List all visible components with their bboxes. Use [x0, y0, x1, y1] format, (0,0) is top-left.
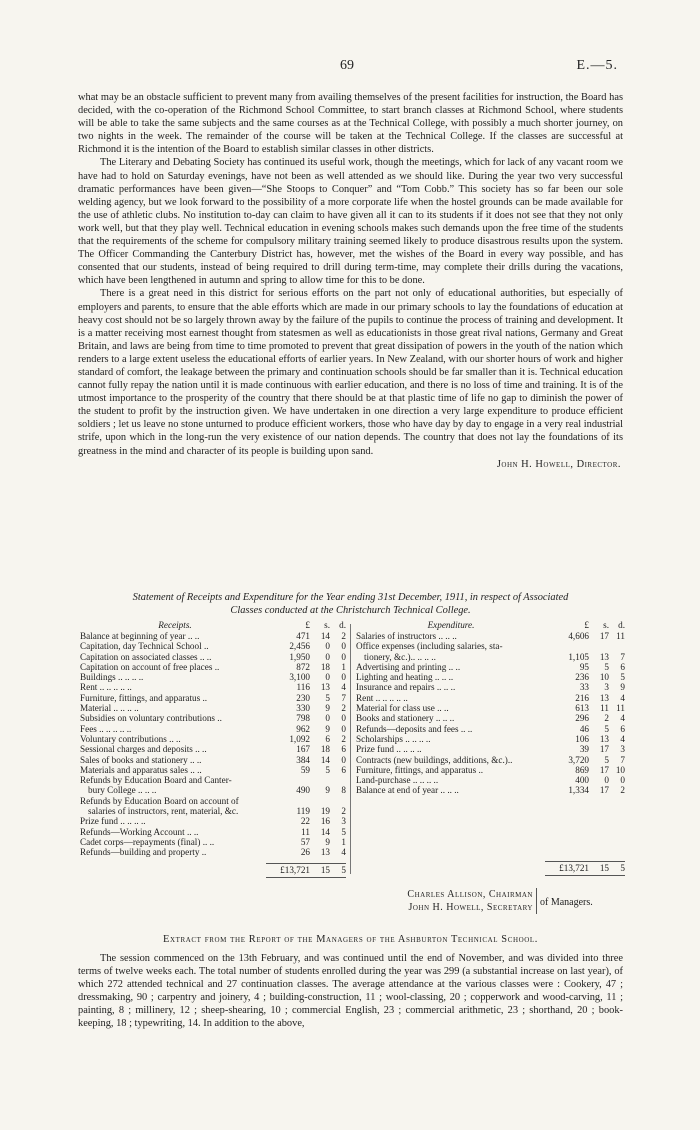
expenditure-pounds: 613 [575, 703, 589, 714]
receipts-label: Sales of books and stationery .. .. [80, 754, 202, 765]
expenditure-pounds: 236 [575, 672, 589, 683]
receipts-total-pence: 5 [341, 864, 346, 875]
document-reference: E.—5. [576, 58, 618, 73]
expenditure-row [356, 724, 625, 734]
receipts-shillings: 18 [320, 661, 330, 672]
expenditure-pounds: 39 [579, 744, 589, 755]
receipts-label: Refunds—building and property .. [80, 847, 207, 858]
expenditure-row [356, 765, 625, 775]
receipts-pounds: 119 [296, 806, 310, 817]
expenditure-shillings: 2 [604, 713, 609, 724]
expenditure-label: Balance at end of year .. .. .. [356, 785, 459, 796]
receipts-row [80, 641, 346, 651]
expenditure-shillings: 13 [599, 692, 609, 703]
expenditure-shillings: 3 [604, 682, 609, 693]
receipts-shillings: 6 [325, 733, 330, 744]
receipts-label: salaries of instructors, rent, material, &c. [88, 806, 239, 817]
receipts-pounds: 230 [296, 692, 310, 703]
receipts-shillings: 5 [325, 764, 330, 775]
receipts-pounds: 116 [296, 682, 310, 693]
receipts-shillings: 16 [320, 816, 330, 827]
expenditure-label: Refunds—deposits and fees .. .. [356, 723, 473, 734]
secretary-name: John H. Howell, Secretary [408, 902, 533, 913]
expenditure-pounds: 1,334 [568, 785, 589, 796]
expenditure-label: Contracts (new buildings, additions, &c.).. [356, 754, 513, 765]
receipts-pounds: 59 [300, 764, 310, 775]
receipts-pounds: 962 [296, 723, 310, 734]
expenditure-pence: 4 [620, 713, 625, 724]
expenditure-pence: 4 [620, 733, 625, 744]
receipts-total-shillings: 15 [320, 864, 330, 875]
receipts-shillings: 18 [320, 744, 330, 755]
receipts-shillings: 0 [325, 672, 330, 683]
receipts-shillings: 14 [320, 826, 330, 837]
receipts-column [80, 620, 346, 877]
receipts-row [80, 775, 346, 785]
expenditure-shillings: 5 [604, 723, 609, 734]
receipts-row [80, 827, 346, 837]
expenditure-pounds: 1,105 [568, 651, 589, 662]
receipts-pence: 0 [341, 713, 346, 724]
expenditure-row [356, 672, 625, 682]
expenditure-pence: 0 [620, 775, 625, 786]
receipts-pence: 0 [341, 651, 346, 662]
expenditure-pence: 11 [616, 631, 625, 641]
expenditure-pounds: 869 [575, 764, 589, 775]
receipts-pounds: 26 [300, 847, 310, 858]
chairman-name: Charles Allison, Chairman [407, 889, 533, 900]
receipts-pence: 2 [341, 806, 346, 817]
receipts-pounds: 798 [296, 713, 310, 724]
expenditure-column [356, 620, 625, 875]
expenditure-pence: 9 [620, 682, 625, 693]
receipts-shillings: 9 [325, 836, 330, 847]
expenditure-pence: 2 [620, 785, 625, 796]
receipts-pence: 2 [341, 703, 346, 714]
receipts-pence: 5 [341, 826, 346, 837]
expenditure-total-shillings: 15 [599, 862, 609, 873]
statement-title-line1: Statement of Receipts and Expenditure for the Year ending 31st December, 1911, in respect of Associated [132, 592, 569, 603]
of-managers-label: of Managers. [540, 897, 593, 908]
expenditure-pounds: 216 [575, 692, 589, 703]
expenditure-shillings: 17 [599, 631, 609, 641]
expenditure-pounds: 400 [575, 775, 589, 786]
receipts-row [80, 765, 346, 775]
receipts-label: Capitation, day Technical School .. [80, 641, 209, 652]
receipts-row [80, 847, 346, 857]
extract-paragraph: The session commenced on the 13th February, and was continued until the end of November, and was divided into three terms of twelve weeks each. The total number of students enrolled during the year was 299 (a substantial increase on last year), of which 272 attended technical and 27 continuation classes. The average attendance at the various classes were : Cookery, 47 ; dressmaking, 90 ; carpentry and joinery, 4 ; building-construction, 11 ; wool-classing, 20 ; copperwork and wood-carving, 11 ; painting, 8 ; millinery, 12 ; sheep-shearing, 10 ; commercial English, 23 ; commercial arithmetic, 23 ; shorthand, 20 ; book-keeping, 18 ; typewriting, 14. In addition to the above, [78, 953, 623, 1030]
receipts-pounds: 471 [296, 631, 310, 641]
paragraph-education-need: There is a great need in this district for serious efforts on the part not only of educational authorities, but especially of employers and parents, to ensure that the able efforts which are made in our primary schools to lay the foundations of education at heavy cost should not be so largely thrown away by the failure of the pupils to continue the process of training and development. It is a matter receiving most earnest thought from statesmen as well as educationists in those great rival nations, Germany and Great Britain, and laws are being from time to time promoted to prevent that great dissipation of powers in the youth of the nation which renders to a large extent useless the educational efforts of earlier years. In New Zealand, with our shorter hours of work and higher standard of comfort, the leakage between the primary and continuation schools should be far smaller than it is. Technical education cannot fully repay the nation until it is made continuous with earlier education, and there is no loss of time and training. It is of the utmost importance to the prosperity of the country that there should be at that plastic time of life no gap to diminish the power of the student to profit by the instruction given. We have undertaken in one direction a very large expenditure to produce efficient soldiers ; let us leave no stone unturned to produce efficient workers, those who have day by day to engage in a very real industrial strife, upon which in the long-run the very existence of our nation depends. The country that does not lay the foundations of its greatness in the mind and character of its people is building upon sand. [78, 288, 623, 457]
managers-signature [368, 888, 628, 922]
receipts-shillings: 14 [320, 631, 330, 641]
pence-heading: d. [339, 620, 346, 630]
expenditure-row [356, 641, 625, 651]
receipts-pence: 0 [341, 754, 346, 765]
expenditure-pounds: 46 [579, 723, 589, 734]
expenditure-row [356, 755, 625, 765]
extract-body [78, 952, 623, 1031]
receipts-label: Rent .. .. .. .. .. [80, 682, 132, 693]
expenditure-row [356, 652, 625, 662]
receipts-row [80, 682, 346, 692]
receipts-row [80, 652, 346, 662]
receipts-pence: 0 [341, 672, 346, 683]
expenditure-shillings: 17 [599, 785, 609, 796]
receipts-shillings: 0 [325, 641, 330, 652]
expenditure-label: Salaries of instructors .. .. .. [356, 631, 457, 641]
receipts-pounds: 22 [300, 816, 310, 827]
receipts-shillings: 14 [320, 754, 330, 765]
receipts-row [80, 703, 346, 713]
expenditure-label: Rent .. .. .. .. .. [356, 692, 408, 703]
expenditure-label: Advertising and printing .. .. [356, 661, 461, 672]
expenditure-pounds: 3,720 [568, 754, 589, 765]
director-signature: John H. Howell, Director. [496, 458, 621, 470]
receipts-pounds: 872 [296, 661, 310, 672]
receipts-pence: 1 [341, 836, 346, 847]
receipts-label: Sessional charges and deposits .. .. [80, 744, 207, 755]
receipts-row [80, 662, 346, 672]
expenditure-pence: 7 [620, 754, 625, 765]
expenditure-label: Furniture, fittings, and apparatus .. [356, 764, 484, 775]
expenditure-heading: Expenditure. [427, 620, 475, 630]
receipts-shillings: 5 [325, 692, 330, 703]
receipts-row [80, 672, 346, 682]
expenditure-pence: 6 [620, 723, 625, 734]
receipts-label: Refunds by Education Board and Canter- [80, 775, 232, 786]
receipts-shillings: 9 [325, 703, 330, 714]
receipts-pence: 7 [341, 692, 346, 703]
expenditure-row [356, 744, 625, 754]
receipts-row [80, 724, 346, 734]
paragraph-debating-society: The Literary and Debating Society has continued its useful work, though the meetings, which for lack of any vacant room we have had to hold on Saturday evenings, have not been as well attended as we should like. During the year two very successful dramatic performances have been given—“She Stoops to Conquer” and “Tom Cobb.” This society has so far been our sole welding agency, but we look forward to the possibility of a more corporate life when the hostel grounds can be made available for the use of athletic clubs. No institution to-day can claim to have given all it can to its students if it does not see that they not only work well, but that they play well. Technical education in evening schools makes such demands upon the free time of the students that the requirements of the scheme for compulsory military training seemed likely to produce disastrous results upon the system. The Officer Commanding the Canterbury District has, however, met the wishes of the Board in every way possible, and has consented that our students, instead of being required to drill during term-time, may complete their drills during the vacations, which have been lengthened in autumn and spring to allow time for this to be done. [78, 157, 623, 287]
page-number: 69 [340, 58, 354, 73]
pence-heading: d. [618, 620, 625, 630]
receipts-label: Refunds—Working Account .. .. [80, 826, 199, 837]
paragraph-richmond-classes: what may be an obstacle sufficient to prevent many from availing themselves of the present facilities for instruction, the Board has decided, with the co-operation of the Richmond School Committee, to start branch classes at Richmond School, where students will be able to take the same subjects and the same courses as at the Technical College, with possibly a much shorter journey, on two nights in the week. The remainder of the course will be taken at the Technical College. If the classes are successful at Richmond it is the intention of the Board to establish similar classes in other districts. [78, 92, 623, 156]
managers-names [368, 888, 537, 914]
receipts-pounds: 3,100 [289, 672, 310, 683]
report-body [78, 91, 623, 471]
expenditure-pounds: 95 [579, 661, 589, 672]
receipts-shillings: 0 [325, 713, 330, 724]
receipts-pounds: 1,092 [289, 733, 310, 744]
expenditure-label: Insurance and repairs .. .. .. [356, 682, 456, 693]
receipts-label: Refunds by Education Board on account of [80, 795, 239, 806]
expenditure-total-pence: 5 [620, 862, 625, 873]
receipts-rows [80, 631, 346, 858]
expenditure-pounds: 4,606 [568, 631, 589, 641]
receipts-label: Capitation on associated classes .. .. [80, 651, 212, 662]
expenditure-shillings: 17 [599, 764, 609, 775]
expenditure-pence: 6 [620, 661, 625, 672]
expenditure-row [356, 631, 625, 641]
receipts-total-pounds: £13,721 [280, 864, 310, 875]
expenditure-label: Material for class use .. .. [356, 703, 449, 714]
receipts-row [80, 796, 346, 806]
expenditure-shillings: 5 [604, 661, 609, 672]
expenditure-row [356, 785, 625, 795]
receipts-label: Material .. .. .. .. [80, 703, 139, 714]
expenditure-shillings: 10 [599, 672, 609, 683]
expenditure-label: Prize fund .. .. .. .. [356, 744, 422, 755]
extract-heading: Extract from the Report of the Managers of the Ashburton Technical School. [163, 934, 538, 945]
receipts-shillings: 0 [325, 651, 330, 662]
receipts-header [80, 620, 346, 631]
receipts-row [80, 785, 346, 795]
receipts-row [80, 693, 346, 703]
receipts-pence: 0 [341, 723, 346, 734]
statement-title [78, 592, 623, 617]
receipts-pence: 0 [341, 641, 346, 652]
receipts-pounds: 2,456 [289, 641, 310, 652]
expenditure-label: Land-purchase .. .. .. .. [356, 775, 439, 786]
expenditure-shillings: 5 [604, 754, 609, 765]
statement-title-line2: Classes conducted at the Christchurch Technical College. [230, 604, 471, 616]
receipts-row [80, 734, 346, 744]
receipts-label: Capitation on account of free places .. [80, 661, 220, 672]
expenditure-row [356, 703, 625, 713]
expenditure-pence: 5 [620, 672, 625, 683]
receipts-pounds: 384 [296, 754, 310, 765]
expenditure-rows [356, 631, 625, 796]
receipts-label: Cadet corps—repayments (final) .. .. [80, 836, 215, 847]
receipts-shillings: 19 [320, 806, 330, 817]
expenditure-row [356, 775, 625, 785]
receipts-pence: 3 [341, 816, 346, 827]
expenditure-pence: 10 [615, 764, 625, 775]
receipts-pounds: 490 [296, 785, 310, 796]
receipts-heading: Receipts. [158, 620, 192, 630]
expenditure-shillings: 13 [599, 733, 609, 744]
receipts-pence: 2 [341, 733, 346, 744]
receipts-pence: 4 [341, 847, 346, 858]
shillings-heading: s. [324, 620, 330, 630]
expenditure-label: Books and stationery .. .. .. [356, 713, 455, 724]
expenditure-header [356, 620, 625, 631]
receipts-label: bury College .. .. .. [88, 785, 157, 796]
expenditure-label: Office expenses (including salaries, sta- [356, 641, 503, 652]
receipts-shillings: 9 [325, 723, 330, 734]
pounds-heading: £ [305, 620, 310, 630]
receipts-shillings: 9 [325, 785, 330, 796]
receipts-label: Furniture, fittings, and apparatus .. [80, 692, 208, 703]
receipts-pounds: 167 [296, 744, 310, 755]
receipts-pence: 6 [341, 764, 346, 775]
expenditure-shillings: 11 [600, 703, 609, 714]
expenditure-row [356, 713, 625, 723]
receipts-pounds: 57 [300, 836, 310, 847]
expenditure-label: Lighting and heating .. .. .. [356, 672, 454, 683]
receipts-pence: 8 [341, 785, 346, 796]
receipts-row [80, 816, 346, 826]
receipts-row [80, 806, 346, 816]
receipts-total [80, 863, 346, 877]
expenditure-label: tionery, &c.).. .. .. .. [364, 651, 436, 662]
expenditure-pence: 4 [620, 692, 625, 703]
expenditure-total-pounds: £13,721 [559, 862, 589, 873]
receipts-row [80, 744, 346, 754]
expenditure-total [356, 861, 625, 875]
expenditure-shillings: 17 [599, 744, 609, 755]
expenditure-row [356, 682, 625, 692]
expenditure-pounds: 33 [579, 682, 589, 693]
receipts-pence: 2 [341, 631, 346, 641]
expenditure-pence: 3 [620, 744, 625, 755]
receipts-pence: 6 [341, 744, 346, 755]
receipts-label: Subsidies on voluntary contributions .. [80, 713, 222, 724]
expenditure-row [356, 693, 625, 703]
shillings-heading: s. [603, 620, 609, 630]
receipts-pounds: 1,950 [289, 651, 310, 662]
expenditure-pence: 7 [620, 651, 625, 662]
expenditure-shillings: 13 [599, 651, 609, 662]
receipts-row [80, 631, 346, 641]
expenditure-pounds: 106 [575, 733, 589, 744]
receipts-label: Balance at beginning of year .. .. [80, 631, 200, 641]
receipts-label: Prize fund .. .. .. .. [80, 816, 146, 827]
receipts-row [80, 755, 346, 765]
receipts-pounds: 330 [296, 703, 310, 714]
receipts-pounds: 11 [301, 826, 310, 837]
receipts-pence: 1 [341, 661, 346, 672]
expenditure-row [356, 662, 625, 672]
expenditure-row [356, 734, 625, 744]
expenditure-pence: 11 [616, 703, 625, 714]
receipts-shillings: 13 [320, 847, 330, 858]
receipts-label: Voluntary contributions .. .. [80, 733, 181, 744]
pounds-heading: £ [584, 620, 589, 630]
expenditure-pounds: 296 [575, 713, 589, 724]
expenditure-shillings: 0 [604, 775, 609, 786]
receipts-label: Buildings .. .. .. .. [80, 672, 144, 683]
page-header [0, 58, 700, 78]
expenditure-label: Scholarships .. .. .. .. [356, 733, 431, 744]
accounts-table [80, 620, 625, 880]
receipts-label: Materials and apparatus sales .. .. [80, 764, 202, 775]
receipts-shillings: 13 [320, 682, 330, 693]
receipts-label: Fees .. .. .. .. .. [80, 723, 132, 734]
receipts-row [80, 837, 346, 847]
receipts-row [80, 713, 346, 723]
column-divider [350, 624, 351, 874]
receipts-pence: 4 [341, 682, 346, 693]
